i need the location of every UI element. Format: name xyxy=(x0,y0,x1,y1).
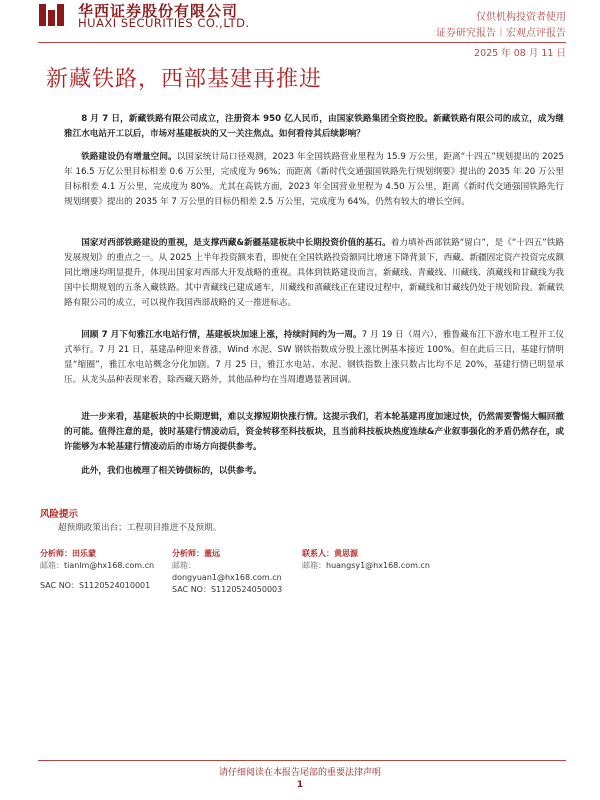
analyst-role: 分析师： xyxy=(172,549,204,558)
footer-disclaimer: 请仔细阅读在本报告尾部的重要法律声明 xyxy=(218,768,381,778)
paragraph-1 xyxy=(64,112,564,142)
analyst-sac: SAC NO：S1120524010001 xyxy=(40,581,151,590)
paragraph-5 xyxy=(64,410,564,455)
report-type: 证券研究报告｜宏观点评报告 xyxy=(436,28,566,39)
paragraph-3 xyxy=(64,236,564,311)
analyst-card-2 xyxy=(172,548,282,596)
paragraph-2 xyxy=(64,150,564,210)
brand-name-en: HUAXI SECURITIES CO.,LTD. xyxy=(78,16,250,30)
paragraph-bold: 进一步来看，基建板块的中长期逻辑，难以支撑短期快涨行情。这提示我们，若本轮基建再度加速过快，仍然需要警惕大幅回撤的可能。值得注意的是，彼时基建行情凌动后，资金转移至科技板块，且当前科技板块热度连续&产业叙事强化的矛盾仍然存在，或许能够为本轮基建行情凌动后的市场方向提供参考。 xyxy=(64,412,564,452)
risk-title: 风险提示 xyxy=(40,509,79,520)
analyst-name: 黄思源 xyxy=(334,549,358,558)
report-date: 2025 年 08 月 11 日 xyxy=(474,48,566,59)
email-label: 邮箱： xyxy=(172,561,196,570)
analyst-email[interactable]: huangsy1@hx168.com.cn xyxy=(326,561,430,570)
analyst-card-3 xyxy=(302,548,430,572)
paragraph-text: 着力填补西部铁路“留白”，是《“十四五”铁路发展规划》的重点之一。从 2025 上半年投资额来看，即使在全国铁路投资额同比增速下降背景下，西藏、新疆固定资产投资完成额同比增速均明显提升，体现出国家对西部大开发战略的重视。具体到铁路建设而言，新藏线、青藏线、川藏线、滇藏线和甘藏线为我国中长期规划的五条入藏铁路。其中青藏线已建成通车，川藏线和滇藏线正在建设过程中，新藏线和甘藏线仍处于规划阶段。新藏铁路有限公司的成立，可以视作我国西部战略的又一推进标志。 xyxy=(64,238,564,308)
email-label: 邮箱： xyxy=(302,561,326,570)
paragraph-6 xyxy=(64,464,564,479)
analyst-card-1 xyxy=(40,548,154,592)
brand-name-cn: 华西证券股份有限公司 xyxy=(78,2,239,20)
paragraph-text: 以国家统计局口径观测，2023 年全国铁路营业里程为 15.9 万公里，距离“十四五”规划提出的 2025 年 16.5 万亿公里目标相差 0.6 万公里，完成度为 96%；而距离《新时代交通强国铁路先行规划纲要》提出的 2035 年 20 万公里目标相差 4.1 万公里，完成度为 80%。尤其在高铁方面，2023 年全国营业里程为 4.50 万公里，距离《新时代交通强国铁路先行规划纲要》提出的 2035 年 7 万公里的目标仍相差 2.5 万公里，完成度为 64%，仍然有较大的增长空间。 xyxy=(64,152,564,207)
page-number: 1 xyxy=(296,780,304,790)
audience-note: 仅供机构投资者使用 xyxy=(476,12,566,23)
footer-divider xyxy=(38,760,566,761)
analyst-name: 董远 xyxy=(204,549,220,558)
report-title: 新藏铁路，西部基建再推进 xyxy=(46,67,323,92)
huaxi-logo-icon xyxy=(38,2,66,28)
analyst-name: 田乐蒙 xyxy=(72,549,96,558)
email-label: 邮箱： xyxy=(40,561,64,570)
paragraph-bold: 此外，我们也梳理了相关铸债标的，以供参考。 xyxy=(81,466,262,476)
analyst-role: 联系人： xyxy=(302,549,334,558)
paragraph-4 xyxy=(64,328,564,388)
paragraph-bold: 铁路建设仍有增量空间。 xyxy=(81,152,177,162)
paragraph-text: 7 月 19 日（周六），雅鲁藏布江下游水电工程开工仪式举行。7 月 21 日，基建品种迎来普涨，Wind 水泥、SW 钢铁指数成分股上涨比例基本接近 100%。但在此后三日，基建行情明显“缩圈”，雅江水电站概念分化加剧。7 月 25 日，雅江水电站、水泥、钢铁指数上涨只数占比均不足 20%，基建行情已明显承压。从龙头品种表现来看，除西藏天路外，其他品种均在当周遭遇显著回调。 xyxy=(64,330,564,385)
risk-text: 超预期政策出台；工程项目推进不及预期。 xyxy=(58,523,222,533)
analyst-email[interactable]: dongyuan1@hx168.com.cn xyxy=(172,573,282,582)
analyst-sac: SAC NO：S1120524050003 xyxy=(172,585,283,594)
analyst-email[interactable]: tianlm@hx168.com.cn xyxy=(64,561,155,570)
paragraph-bold: 8 月 7 日，新藏铁路有限公司成立，注册资本 950 亿人民币，由国家铁路集团全资控股。新藏铁路有限公司的成立，成为继雅江水电站开工以后，市场对基建板块的又一关注焦点。如何看待其后续影响？ xyxy=(64,114,564,139)
analyst-role: 分析师： xyxy=(40,549,72,558)
paragraph-bold: 回顾 7 月下旬雅江水电站行情，基建板块加速上涨，持续时间约为一周。 xyxy=(81,330,362,340)
header-divider xyxy=(38,42,566,43)
paragraph-bold: 国家对西部铁路建设的重视，是支撑西藏&新疆基建板块中长期投资价值的基石。 xyxy=(81,238,391,248)
